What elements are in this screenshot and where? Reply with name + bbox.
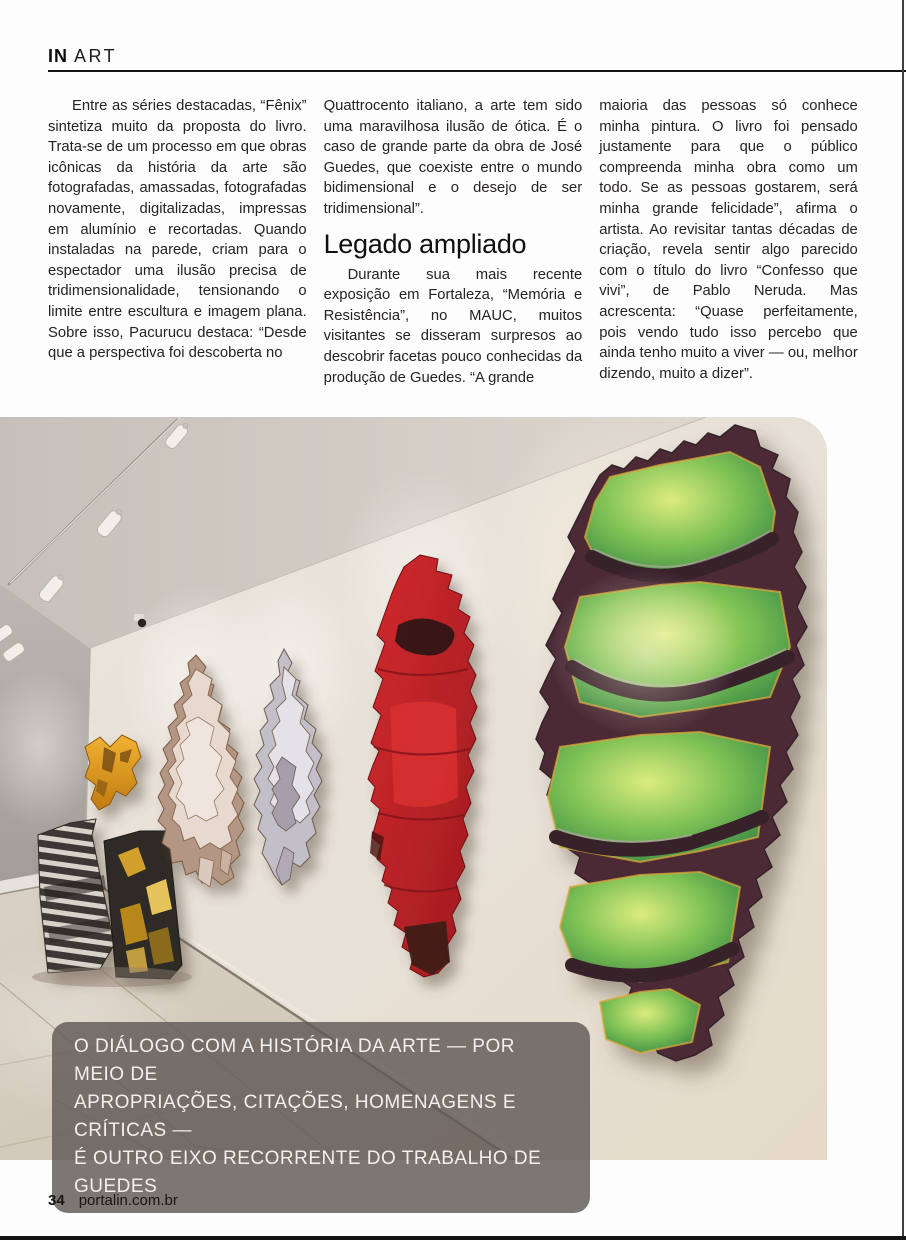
masthead-light: ART — [74, 46, 118, 66]
paragraph: maioria das pessoas só conhece minha pintura. O livro foi pensado justamente para que o público compreenda minha obra como um todo. Se as pessoas gostarem, será minha grande felicidade”, afirma o artista. Ao revisitar tantas décadas de criação, revela sentir algo parecido com o título do livro “Confesso que vivi”, de Pablo Neruda. Mas acrescenta: “Quase perfeitamente, pois vendo tudo isso percebo que ainda tenho muito a viver — ou, melhor dizendo, muito a dizer”. — [599, 98, 858, 382]
footer-website: portalin.com.br — [78, 1192, 178, 1209]
masthead-bold: IN — [48, 46, 68, 66]
caption-line: APROPRIAÇÕES, CITAÇÕES, HOMENAGENS E CRÍTICAS — — [74, 1092, 517, 1141]
article-column-3 — [599, 96, 858, 388]
page-edge-right — [902, 0, 904, 1240]
section-heading: Legado ampliado — [323, 228, 527, 259]
caption-line: É OUTRO EIXO RECORRENTE DO TRABALHO DE GUEDES — [74, 1148, 542, 1197]
page-number: 34 — [48, 1192, 65, 1209]
paragraph: Durante sua mais recente exposição em Fortaleza, “Memória e Resistência”, no MAUC, muitos visitantes se disseram surpresos ao descobrir facetas pouco conhecidas da produção de Guedes. “A grande — [323, 266, 583, 386]
paragraph: Entre as séries destacadas, “Fênix” sintetiza muito da proposta do livro. Trata-se de um processo em que obras icônicas da história da arte são fotografadas, amassadas, fotografadas novamente, digitalizadas, impressas em alumínio e recortadas. Quando instaladas na parede, criam para o espectador uma ilusão precisa de tridimensionalidade, tensionando o limite entre escultura e imagem plana. Sobre isso, Pacurucu destaca: “Desde que a perspectiva foi descoberta no — [48, 98, 307, 362]
article-body — [48, 96, 858, 388]
header-rule — [48, 70, 906, 72]
floor-contact-shadow — [32, 967, 192, 987]
page-edge-bottom — [0, 1236, 906, 1240]
photo-caption — [52, 1022, 590, 1213]
paragraph: Quattrocento italiano, a arte tem sido uma maravilhosa ilusão de ótica. É o caso de grande parte da obra de José Guedes, que coexiste entre o mundo bidimensional e o desejo de ser tridimensional”. — [323, 98, 583, 217]
section-masthead — [48, 46, 117, 67]
article-column-2 — [324, 96, 583, 388]
article-column-1 — [48, 96, 307, 388]
caption-line: O DIÁLOGO COM A HISTÓRIA DA ARTE — POR MEIO DE — [74, 1036, 515, 1085]
page-footer — [48, 1192, 178, 1209]
